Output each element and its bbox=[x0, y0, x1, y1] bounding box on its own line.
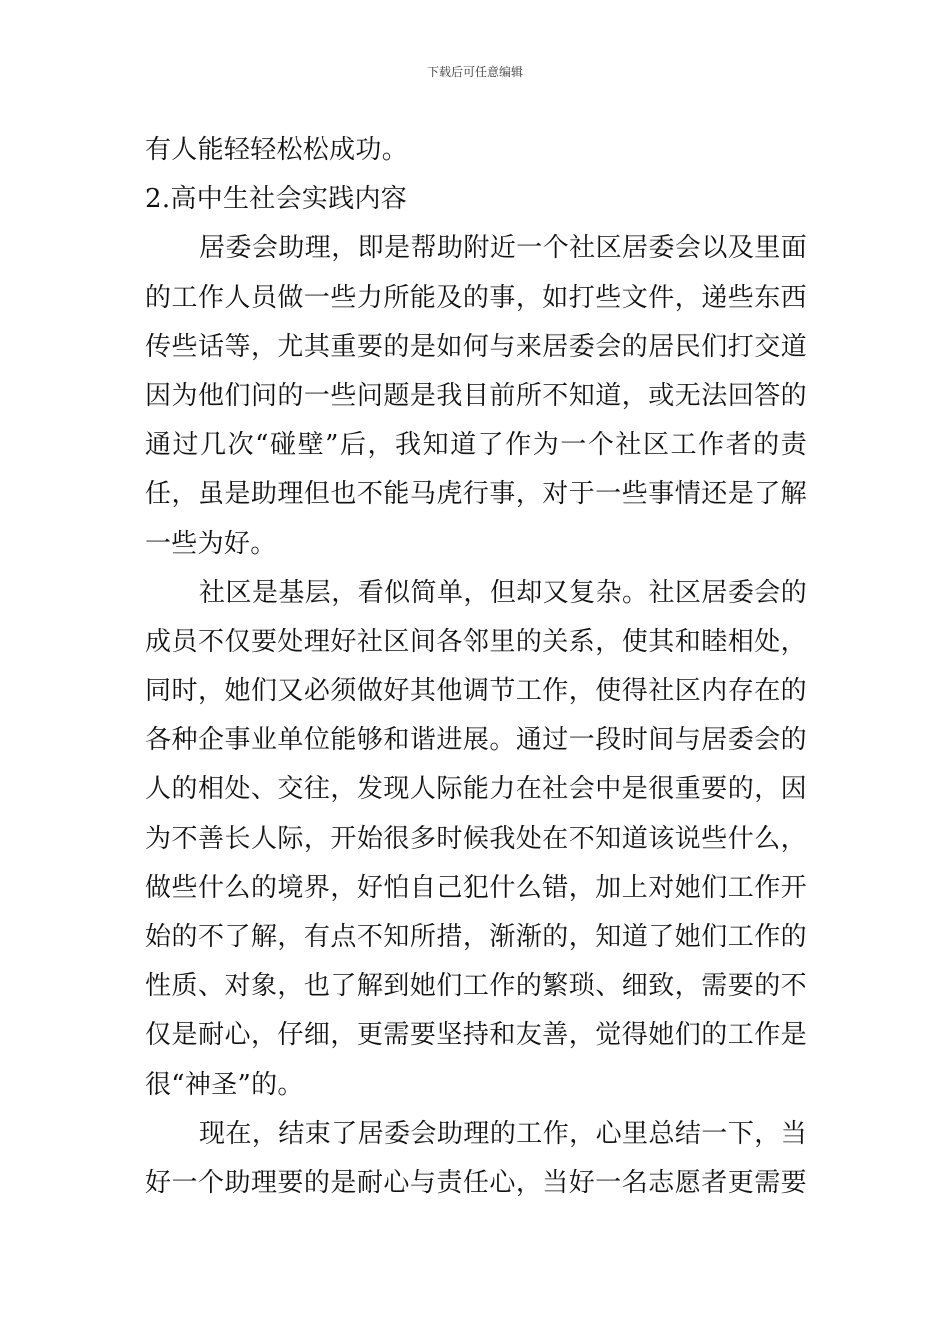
text-line: 社区是基层，看似简单，但却又复杂。社区居委会的 bbox=[199, 577, 807, 608]
text-line: 现在，结束了居委会助理的工作，心里总结一下，当 bbox=[199, 1118, 807, 1149]
text-line: 为不善长人际，开始很多时候我处在不知道该说些什么， bbox=[145, 823, 807, 854]
text-line: 好一个助理要的是耐心与责任心，当好一名志愿者更需要 bbox=[145, 1167, 807, 1198]
text-line: 很“神圣”的。 bbox=[145, 1069, 304, 1100]
page-header: 下载后可任意编辑 bbox=[426, 65, 523, 79]
text-line: 各种企事业单位能够和谐进展。通过一段时间与居委会的 bbox=[145, 725, 807, 756]
text-line: 仅是耐心，仔细，更需要坚持和友善，觉得她们的工作是 bbox=[145, 1020, 807, 1051]
text-line: 居委会助理，即是帮助附近一个社区居委会以及里面 bbox=[199, 233, 807, 264]
text-line: 同时，她们又必须做好其他调节工作，使得社区内存在的 bbox=[145, 676, 807, 707]
text-line: 一些为好。 bbox=[145, 528, 277, 559]
text-line: 通过几次“碰壁”后，我知道了作为一个社区工作者的责 bbox=[145, 430, 807, 461]
text-line: 的工作人员做一些力所能及的事，如打些文件，递些东西 bbox=[145, 282, 807, 313]
document-body bbox=[145, 126, 807, 1208]
text-line: 因为他们问的一些问题是我目前所不知道，或无法回答的 bbox=[145, 380, 807, 411]
section-heading: 2.高中生社会实践内容 bbox=[145, 184, 408, 215]
text-line: 有人能轻轻松松成功。 bbox=[145, 135, 409, 165]
text-line: 做些什么的境界，好怕自己犯什么错，加上对她们工作开 bbox=[145, 872, 807, 903]
text-line: 人的相处、交往，发现人际能力在社会中是很重要的，因 bbox=[145, 774, 807, 805]
text-line: 传些话等，尤其重要的是如何与来居委会的居民们打交道 bbox=[145, 331, 807, 362]
text-line: 任，虽是助理但也不能马虎行事，对于一些事情还是了解 bbox=[145, 479, 807, 510]
text-line: 性质、对象，也了解到她们工作的繁琐、细致，需要的不 bbox=[145, 971, 807, 1002]
text-line: 成员不仅要处理好社区间各邻里的关系，使其和睦相处， bbox=[145, 626, 807, 657]
text-line: 始的不了解，有点不知所措，渐渐的，知道了她们工作的 bbox=[145, 922, 807, 952]
